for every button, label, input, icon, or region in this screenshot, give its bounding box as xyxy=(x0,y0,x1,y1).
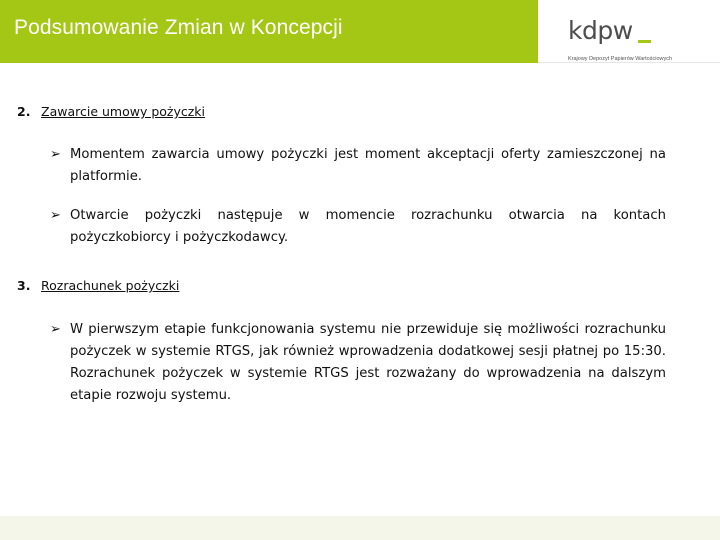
slide-title: Podsumowanie Zmian w Koncepcji xyxy=(14,16,343,39)
section-title: Rozrachunek pożyczki xyxy=(41,278,180,293)
list-item xyxy=(50,205,666,249)
list-item-text: W pierwszym etapie funkcjonowania systemu nie przewiduje się możliwości rozrachunku pożyczek w systemie RTGS, jak również wprowadzenia dodatkowej sesji płatnej po 15:30. Rozrachunek pożyczek w systemie RTGS jest rozważany do wprowadzenia na dalszym etapie rozwoju systemu. xyxy=(70,322,666,403)
arrow-bullet-icon: ➢ xyxy=(50,208,61,223)
section-number: 3. xyxy=(17,278,31,293)
arrow-bullet-icon: ➢ xyxy=(50,322,61,337)
footer-strip xyxy=(0,516,720,540)
section-number: 2. xyxy=(17,104,31,119)
section-heading xyxy=(17,104,317,122)
list-item xyxy=(50,319,666,407)
kdpw-logo: kdpw xyxy=(568,16,633,45)
list-item xyxy=(50,144,666,188)
section-title: Zawarcie umowy pożyczki xyxy=(41,104,206,119)
arrow-bullet-icon: ➢ xyxy=(50,147,61,162)
logo-tagline: Krajowy Depozyt Papierów Wartościowych xyxy=(568,56,673,62)
list-item-text: Momentem zawarcia umowy pożyczki jest moment akceptacji oferty zamieszczonej na platformie. xyxy=(70,147,666,184)
section-heading xyxy=(17,278,317,296)
list-item-text: Otwarcie pożyczki następuje w momencie rozrachunku otwarcia na kontach pożyczkobiorcy i pożyczkodawcy. xyxy=(70,208,666,245)
